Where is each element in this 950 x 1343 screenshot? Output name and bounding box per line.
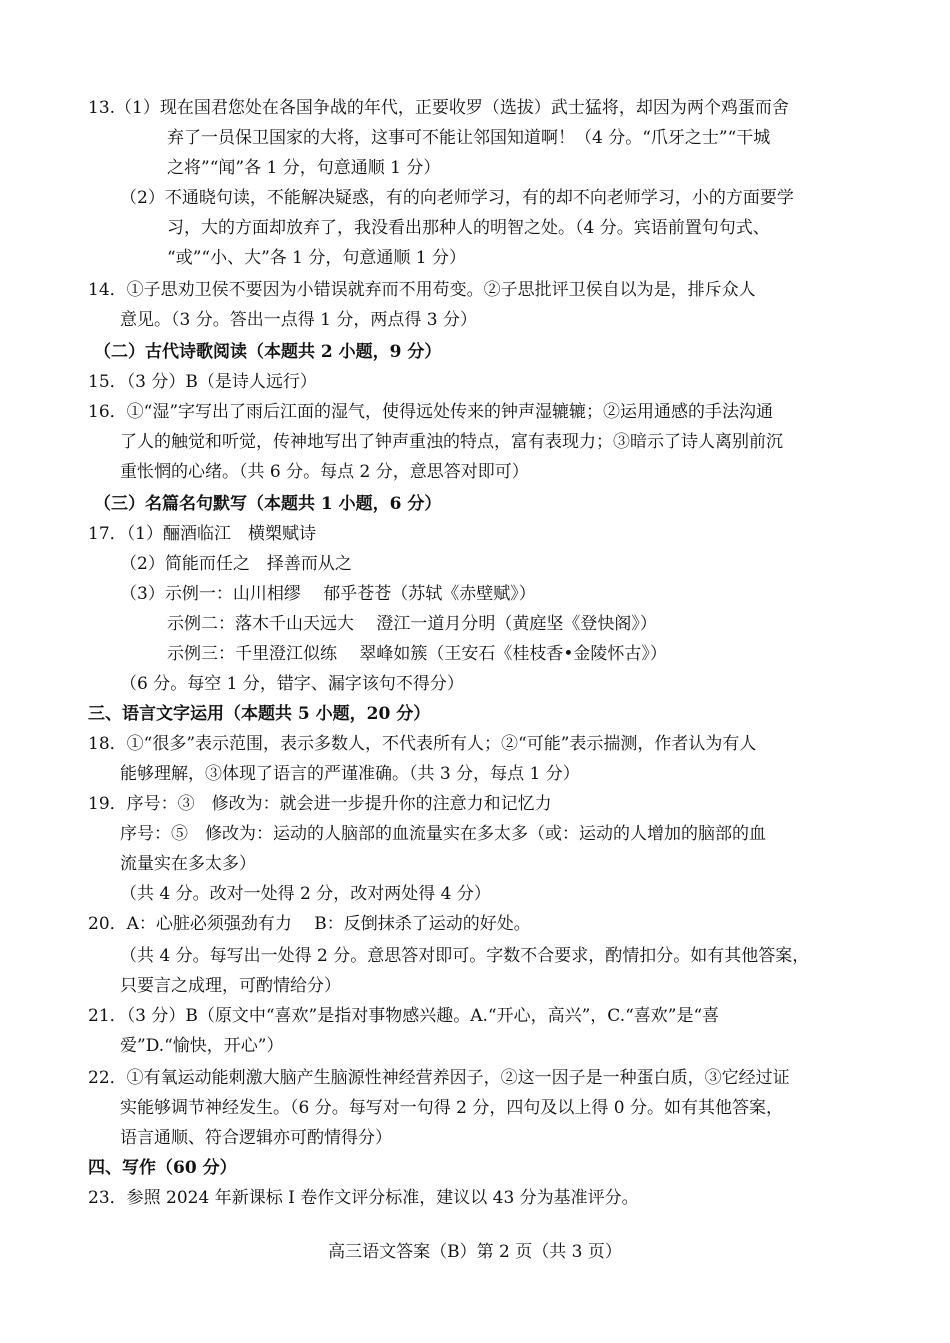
- page-footer: 高三语文答案（B）第 2 页（共 3 页）: [328, 1242, 622, 1262]
- q17-line-2: （2）简能而任之 择善而从之: [120, 554, 352, 574]
- q17-line-4: 示例二：落木千山天远大 澄江一道月分明（黄庭坚《登快阁》）: [167, 614, 657, 634]
- q19-line-3: 流量实在多太多）: [120, 854, 256, 874]
- q13-line-3: 之将”“闻”各 1 分，句意通顺 1 分）: [167, 158, 441, 178]
- section-heading-poetry: （二）古代诗歌阅读（本题共 2 小题，9 分）: [94, 342, 442, 362]
- q16-line-3: 重怅惘的心绪。（共 6 分。每点 2 分，意思答对即可）: [120, 462, 529, 482]
- q21-line-2: 爱”D.“愉快，开心”）: [120, 1036, 284, 1056]
- q13-2-line-1: （2）不通晓句读，不能解决疑惑，有的向老师学习，有的却不向老师学习，小的方面要学: [120, 188, 794, 208]
- q20-line-3: 只要言之成理，可酌情给分）: [120, 976, 341, 996]
- q17-line-5: 示例三：千里澄江似练 翠峰如簇（王安石《桂枝香•金陵怀古》）: [167, 644, 667, 664]
- q16-line-1: 16．①“湿”字写出了雨后江面的湿气，使得远处传来的钟声湿辘辘；②运用通感的手法沟通: [88, 402, 774, 422]
- section-heading-language-use: 三、语言文字运用（本题共 5 小题，20 分）: [88, 704, 431, 724]
- q17-line-1: 17．（1）酾酒临江 横槊赋诗: [88, 524, 316, 544]
- q23-line: 23．参照 2024 年新课标 I 卷作文评分标准，建议以 43 分为基准评分。: [88, 1188, 639, 1208]
- q16-line-2: 了人的触觉和听觉，传神地写出了钟声重浊的特点，富有表现力；③暗示了诗人离别前沉: [120, 432, 783, 452]
- q22-line-1: 22．①有氧运动能刺激大脑产生脑源性神经营养因子，②这一因子是一种蛋白质，③它经过证: [88, 1068, 790, 1088]
- q19-line-2: 序号：⑤ 修改为：运动的人脑部的血流量实在多太多（或：运动的人增加的脑部的血: [120, 824, 766, 844]
- q17-scoring-note: （6 分。每空 1 分，错字、漏字该句不得分）: [120, 674, 464, 694]
- q13-2-line-2: 习，大的方面却放弃了，我没看出那种人的明智之处。（4 分。宾语前置句句式、: [167, 218, 770, 238]
- section-heading-dictation: （三）名篇名句默写（本题共 1 小题，6 分）: [94, 494, 442, 514]
- q22-line-3: 语言通顺、符合逻辑亦可酌情得分）: [120, 1128, 392, 1148]
- q13-line-1: 13.（1）现在国君您处在各国争战的年代，正要收罗（选拔）武士猛将，却因为两个鸡蛋而舍: [88, 98, 789, 118]
- q22-line-2: 实能够调节神经发生。（6 分。每写对一句得 2 分，四句及以上得 0 分。如有其他答案，: [120, 1098, 783, 1118]
- q14-line-1: 14．①子思劝卫侯不要因为小错误就弃而不用苟变。②子思批评卫侯自以为是，排斥众人: [88, 280, 756, 300]
- q15-line: 15．（3 分）B（是诗人远行）: [88, 372, 317, 392]
- q13-line-2: 弃了一员保卫国家的大将，这事可不能让邻国知道啊！（4 分。“爪牙之士”“干城: [167, 128, 771, 148]
- q20-line-1: 20．A：心脏必须强劲有力 B：反倒抹杀了运动的好处。: [88, 914, 531, 934]
- q20-line-2: （共 4 分。每写出一处得 2 分。意思答对即可。字数不合要求，酌情扣分。如有其他答案，: [120, 946, 810, 966]
- section-heading-writing: 四、写作（60 分）: [88, 1158, 237, 1178]
- q21-line-1: 21．（3 分）B（原文中“喜欢”是指对事物感兴趣。A.“开心，高兴”，C.“喜欢”是“喜: [88, 1006, 720, 1026]
- q13-2-line-3: “或”“小、大”各 1 分，句意通顺 1 分）: [167, 248, 467, 268]
- q14-line-2: 意见。（3 分。答出一点得 1 分，两点得 3 分）: [120, 310, 477, 330]
- q17-line-3: （3）示例一：山川相缪 郁乎苍苍（苏轼《赤壁赋》）: [120, 584, 536, 604]
- q18-line-1: 18．①“很多”表示范围，表示多数人，不代表所有人；②“可能”表示揣测，作者认为有人: [88, 734, 757, 754]
- q18-line-2: 能够理解，③体现了语言的严谨准确。（共 3 分，每点 1 分）: [120, 764, 580, 784]
- q19-line-1: 19．序号：③ 修改为：就会进一步提升你的注意力和记忆力: [88, 794, 552, 814]
- q19-scoring-note: （共 4 分。改对一处得 2 分，改对两处得 4 分）: [120, 884, 491, 904]
